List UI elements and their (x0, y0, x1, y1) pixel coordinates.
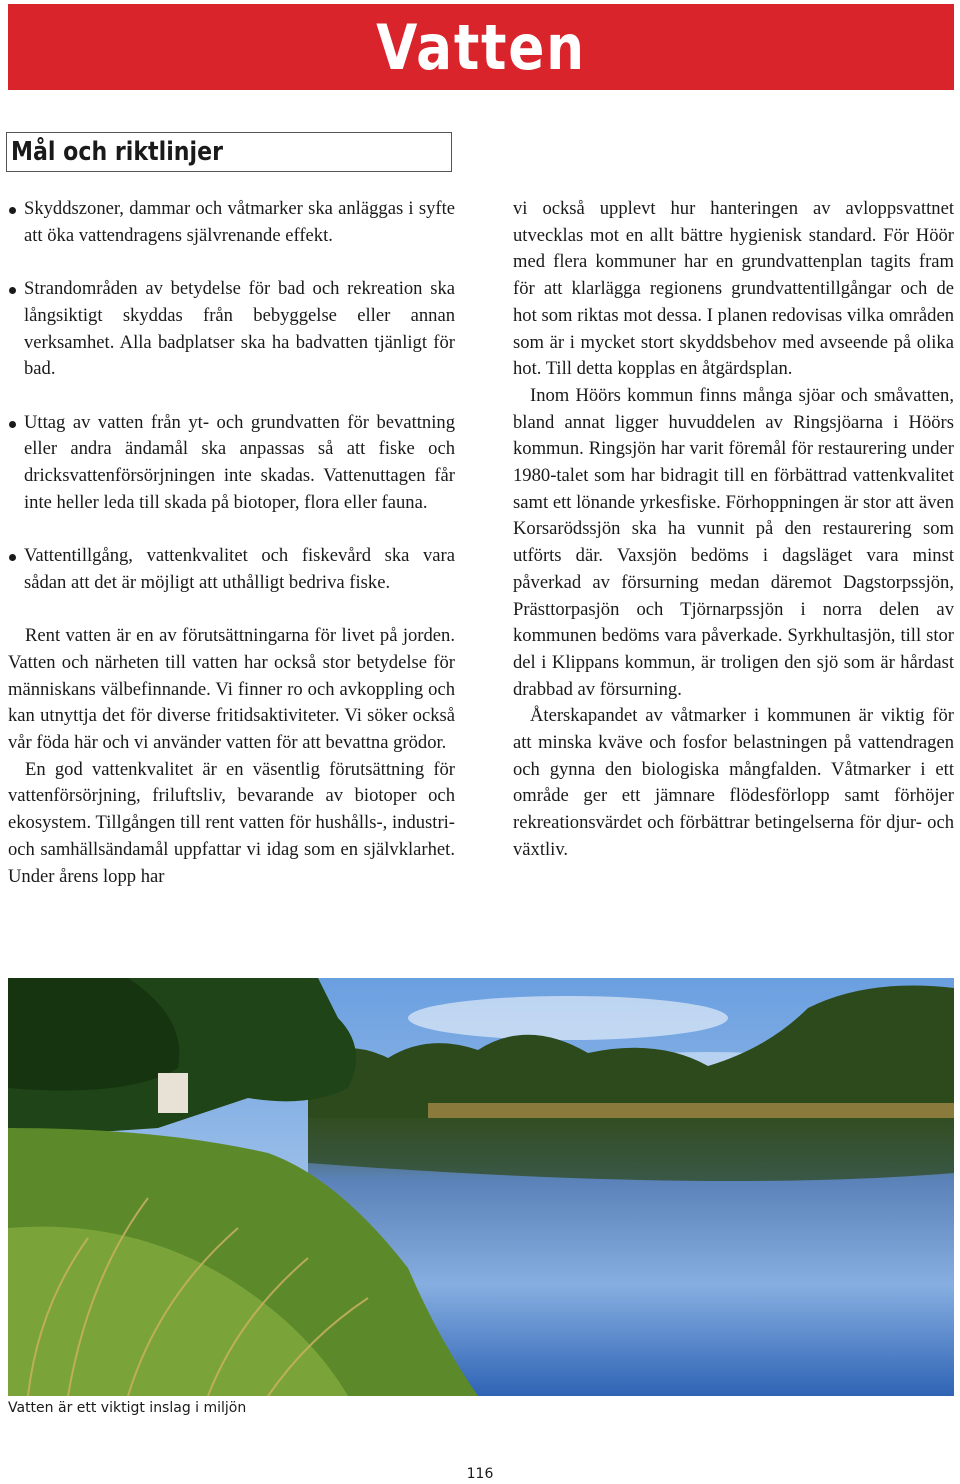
body-paragraph: vi också upplevt hur hanteringen av avloppsvattnet utvecklas mot en allt bättre hygienisk standard. För Höör med flera kommuner har en grundvattenplan tagits fram för att klarlägga regionens grundvattentillgångar och de hot som riktas mot dessa. I planen redovisas vilka områden som är i mycket stort skyddsbehov med avseende på olika hot. Till detta kopplas en åtgärdsplan. (513, 198, 954, 380)
page-number: 116 (466, 1466, 494, 1482)
section-heading: Mål och riktlinjer (11, 137, 223, 167)
bullet-icon (9, 207, 16, 214)
bullet-icon (9, 554, 16, 561)
list-item (8, 276, 455, 383)
body-paragraph: Inom Höörs kommun finns många sjöar och småvatten, bland annat ligger huvuddelen av Ringsjöarna i Höörs kommun. Ringsjön har varit föremål för restaurering under 1980-talet som har bidragit till en förbättrad vattenkvalitet samt ett lönande yrkesfiske. Förhoppningen är stor att även Korsarödssjön ska ha vunnit på den restaurering som utförts där. Vaxsjön bedöms i dagsläget vara minst påverkad av försurning medan däremot Dagstorpssjön, Prästtorpasjön och Tjörnarpssjön i norra delen av kommunen bedöms vara påverkade. Syrkhultasjön, till stor del i Klippans kommun, är troligen den sjö som är hårdast drabbad av försurning. (513, 384, 954, 700)
lake-photo (8, 978, 954, 1396)
list-item-text: Strandområden av betydelse för bad och rekreation ska långsiktigt skyddas från bebyggelse eller annan verksamhet. Alla badplatser ska ha badvatten tjänligt för bad. (24, 278, 455, 380)
bullet-icon (9, 287, 16, 294)
left-column (8, 196, 455, 890)
right-column (513, 196, 954, 864)
goals-list (8, 196, 455, 597)
list-item (8, 410, 455, 517)
list-item (8, 196, 455, 249)
body-paragraph: Återskapandet av våtmarker i kommunen är viktig för att minska kväve och fosfor belastningen på vattendragen och gynna den biologiska mångfalden. Våtmarker i ett område ger ett jämnare flödesförlopp samt förhöjer rekreationsvärdet och förbättrar betingelserna för djur- och växtliv. (513, 705, 954, 860)
page-title: Vatten (376, 10, 586, 84)
list-item-text: Vattentillgång, vattenkvalitet och fiskevård ska vara sådan att det är möjligt att uthålligt bedriva fiske. (24, 545, 455, 593)
list-item-text: Skyddszoner, dammar och våtmarker ska anläggas i syfte att öka vattendragens självrenande effekt. (24, 198, 455, 246)
section-heading-box (6, 132, 452, 172)
list-item (8, 543, 455, 596)
list-item-text: Uttag av vatten från yt- och grundvatten för bevattning eller andra ändamål ska anpassas så att fiske och dricksvattenförsörjningen inte skadas. Vattenuttagen får inte heller leda till skada på biotoper, flora eller fauna. (24, 411, 455, 513)
body-paragraph: Rent vatten är en av förutsättningarna för livet på jorden. Vatten och närheten till vatten har också stor betydelse för människans välbefinnande. Vi finner ro och avkoppling och kan utnyttja det för diverse fritidsaktiviteter. Vi söker också vår föda här och vi använder vatten för att bevattna grödor. (8, 625, 455, 753)
bullet-icon (9, 421, 16, 428)
title-banner (8, 4, 954, 90)
body-paragraph: En god vattenkvalitet är en väsentlig förutsättning för vattenförsörjning, friluftsliv, bevarande av biotoper och ekosystem. Tillgången till rent vatten för hushålls-, industri- och samhällsändamål uppfattar vi idag som en självklarhet. Under årens lopp har (8, 758, 455, 887)
photo-caption: Vatten är ett viktigt inslag i miljön (8, 1400, 247, 1416)
